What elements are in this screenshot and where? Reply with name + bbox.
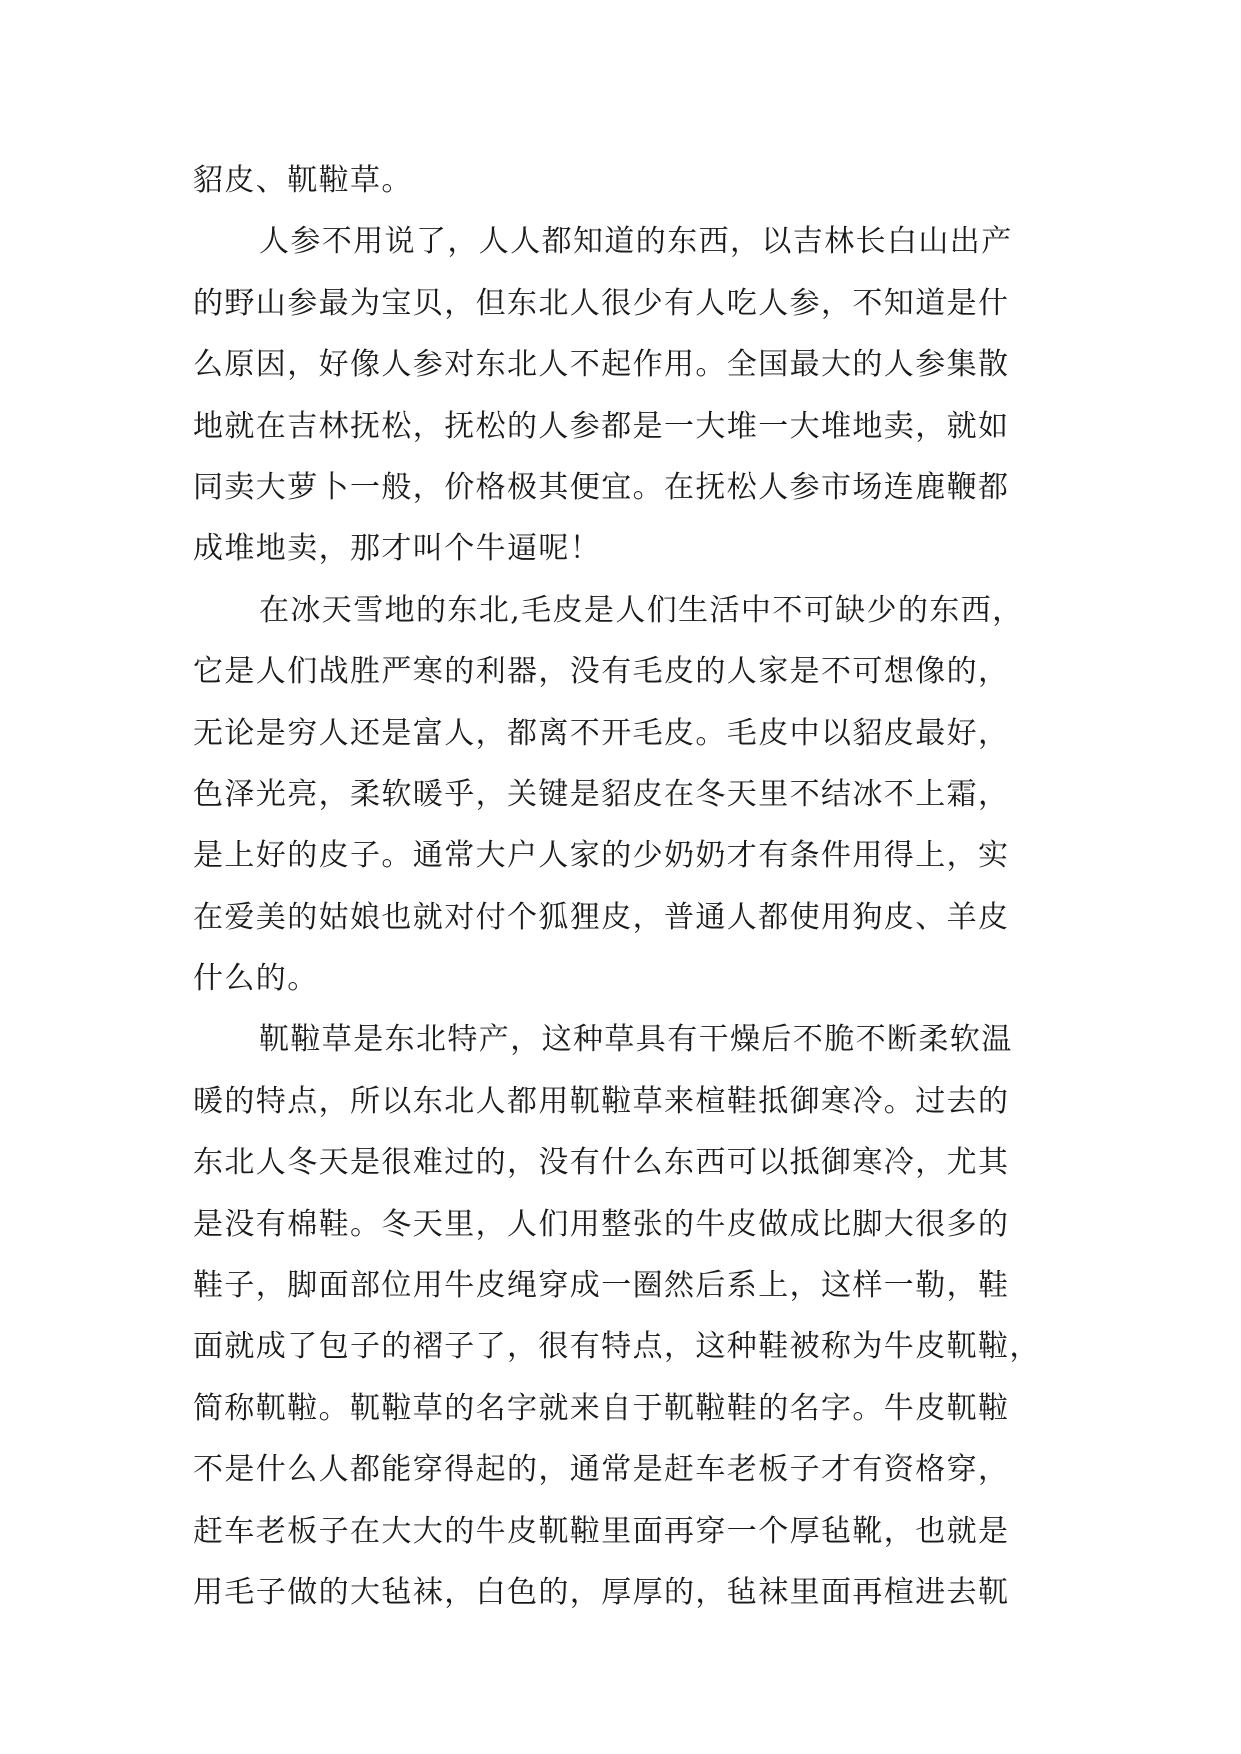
text-line: 是上好的皮子。通常大户人家的少奶奶才有条件用得上，实 bbox=[193, 838, 1010, 874]
text-line: 人参不用说了，人人都知道的东西，以吉林长白山出产 bbox=[259, 224, 1013, 260]
text-line: 无论是穷人还是富人，都离不开毛皮。毛皮中以貂皮最好， bbox=[193, 715, 1010, 751]
text-line: 简称靰鞡。靰鞡草的名字就来自于靰鞡鞋的名字。牛皮靰鞡 bbox=[193, 1390, 1010, 1426]
text-line: 用毛子做的大毡袜，白色的，厚厚的，毡袜里面再楦进去靰 bbox=[193, 1574, 1010, 1610]
text-line: 不是什么人都能穿得起的，通常是赶车老板子才有资格穿， bbox=[193, 1452, 1010, 1488]
text-line: 靰鞡草是东北特产，这种草具有干燥后不脆不断柔软温 bbox=[259, 1022, 1013, 1058]
text-line: 成堆地卖，那才叫个牛逼呢！ bbox=[193, 531, 602, 567]
text-line: 在冰天雪地的东北,毛皮是人们生活中不可缺少的东西， bbox=[259, 592, 1024, 628]
text-line: 地就在吉林抚松，抚松的人参都是一大堆一大堆地卖，就如 bbox=[193, 408, 1010, 444]
text-line: 同卖大萝卜一般，价格极其便宜。在抚松人参市场连鹿鞭都 bbox=[193, 469, 1010, 505]
text-line: 是没有棉鞋。冬天里，人们用整张的牛皮做成比脚大很多的 bbox=[193, 1206, 1010, 1242]
text-line: 什么的。 bbox=[193, 961, 319, 997]
text-line: 么原因，好像人参对东北人不起作用。全国最大的人参集散 bbox=[193, 347, 1010, 383]
text-line: 它是人们战胜严寒的利器，没有毛皮的人家是不可想像的， bbox=[193, 654, 1010, 690]
body-text bbox=[193, 150, 1075, 1623]
text-line: 暖的特点，所以东北人都用靰鞡草来楦鞋抵御寒冷。过去的 bbox=[193, 1083, 1010, 1119]
text-line: 鞋子，脚面部位用牛皮绳穿成一圈然后系上，这样一勒，鞋 bbox=[193, 1268, 1010, 1304]
text-line: 色泽光亮，柔软暖乎，关键是貂皮在冬天里不结冰不上霜， bbox=[193, 776, 1010, 812]
text-line: 的野山参最为宝贝，但东北人很少有人吃人参，不知道是什 bbox=[193, 285, 1010, 321]
text-line: 在爱美的姑娘也就对付个狐狸皮，普通人都使用狗皮、羊皮 bbox=[193, 899, 1010, 935]
text-line: 东北人冬天是很难过的，没有什么东西可以抵御寒冷，尤其 bbox=[193, 1145, 1010, 1181]
text-line: 赶车老板子在大大的牛皮靰鞡里面再穿一个厚毡靴，也就是 bbox=[193, 1513, 1010, 1549]
text-line: 面就成了包子的褶子了，很有特点，这种鞋被称为牛皮靰鞡， bbox=[193, 1329, 1041, 1365]
text-line: 貂皮、靰鞡草。 bbox=[193, 163, 413, 198]
